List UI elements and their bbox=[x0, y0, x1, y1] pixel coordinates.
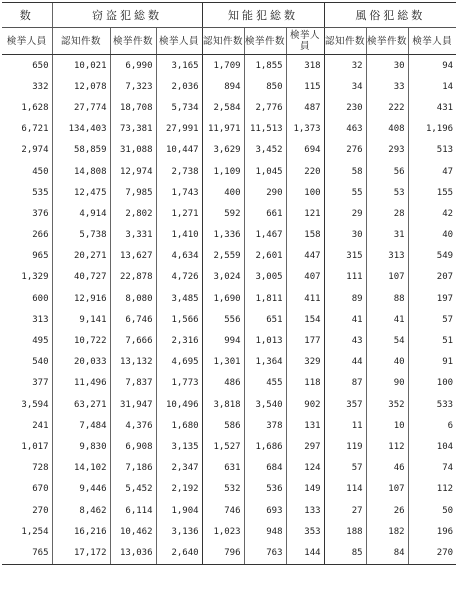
table-cell: 651 bbox=[244, 309, 286, 330]
table-cell: 149 bbox=[286, 479, 324, 500]
table-row bbox=[2, 415, 456, 436]
table-cell: 17,172 bbox=[52, 542, 110, 564]
table-cell: 7,323 bbox=[110, 76, 156, 97]
table-cell: 10 bbox=[366, 415, 408, 436]
table-cell: 1,364 bbox=[244, 352, 286, 373]
table-cell: 1,628 bbox=[21, 102, 49, 113]
table-cell: 3,485 bbox=[156, 288, 202, 309]
table-row bbox=[2, 267, 456, 288]
table-cell: 536 bbox=[244, 479, 286, 500]
table-cell: 650 bbox=[32, 60, 49, 71]
table-cell: 107 bbox=[366, 479, 408, 500]
group-header-morals: 風俗犯総数 bbox=[324, 3, 456, 28]
table-cell: 661 bbox=[244, 203, 286, 224]
table-cell: 47 bbox=[408, 161, 456, 182]
table-cell: 3,540 bbox=[244, 394, 286, 415]
table-cell: 230 bbox=[324, 97, 366, 118]
table-cell: 27,774 bbox=[52, 97, 110, 118]
table-cell: 8,080 bbox=[110, 288, 156, 309]
table-cell: 3,452 bbox=[244, 140, 286, 161]
table-cell: 4,376 bbox=[110, 415, 156, 436]
table-cell: 118 bbox=[286, 373, 324, 394]
sub-header-recognized: 認知件数 bbox=[324, 28, 366, 55]
table-cell: 1,773 bbox=[156, 373, 202, 394]
table-row bbox=[2, 309, 456, 330]
table-cell: 407 bbox=[286, 267, 324, 288]
table-cell: 133 bbox=[286, 500, 324, 521]
table-cell: 10,462 bbox=[110, 521, 156, 542]
table-cell: 1,336 bbox=[202, 225, 244, 246]
table-cell: 8,462 bbox=[52, 500, 110, 521]
table-cell: 540 bbox=[32, 357, 49, 368]
table-cell: 100 bbox=[408, 373, 456, 394]
table-cell: 87 bbox=[324, 373, 366, 394]
table-cell: 9,830 bbox=[52, 436, 110, 457]
table-cell: 332 bbox=[32, 81, 49, 92]
table-cell: 33 bbox=[366, 76, 408, 97]
table-row bbox=[2, 542, 456, 564]
table-cell: 600 bbox=[32, 293, 49, 304]
table-cell: 10,496 bbox=[156, 394, 202, 415]
table-cell: 42 bbox=[408, 203, 456, 224]
table-cell: 30 bbox=[324, 225, 366, 246]
table-cell: 486 bbox=[202, 373, 244, 394]
table-cell: 850 bbox=[244, 76, 286, 97]
table-cell: 57 bbox=[408, 309, 456, 330]
table-cell: 18,708 bbox=[110, 97, 156, 118]
table-cell: 352 bbox=[366, 394, 408, 415]
table-cell: 376 bbox=[32, 208, 49, 219]
table-cell: 1,254 bbox=[21, 526, 49, 537]
table-cell: 91 bbox=[408, 352, 456, 373]
table-cell: 63,271 bbox=[52, 394, 110, 415]
group-header-theft: 窃盗犯総数 bbox=[52, 3, 202, 28]
table-cell: 7,186 bbox=[110, 458, 156, 479]
table-cell: 188 bbox=[324, 521, 366, 542]
table-cell: 154 bbox=[286, 309, 324, 330]
table-cell: 411 bbox=[286, 288, 324, 309]
table-row bbox=[2, 140, 456, 161]
table-cell: 12,078 bbox=[52, 76, 110, 97]
table-row bbox=[2, 55, 456, 77]
table-cell: 2,316 bbox=[156, 330, 202, 351]
table-cell: 196 bbox=[408, 521, 456, 542]
table-cell: 11,496 bbox=[52, 373, 110, 394]
table-cell: 1,467 bbox=[244, 225, 286, 246]
table-cell: 1,410 bbox=[156, 225, 202, 246]
table-cell: 556 bbox=[202, 309, 244, 330]
table-cell: 6,721 bbox=[21, 124, 49, 135]
table-cell: 10,722 bbox=[52, 330, 110, 351]
table-cell: 400 bbox=[202, 182, 244, 203]
table-cell: 29 bbox=[324, 203, 366, 224]
table-cell: 3,005 bbox=[244, 267, 286, 288]
sub-header-arrested: 検挙人員 bbox=[2, 28, 52, 55]
table-cell: 3,629 bbox=[202, 140, 244, 161]
table-cell: 2,738 bbox=[156, 161, 202, 182]
table-cell: 155 bbox=[408, 182, 456, 203]
table-cell: 14 bbox=[408, 76, 456, 97]
table-cell: 124 bbox=[286, 458, 324, 479]
sub-header-recognized: 認知件数 bbox=[52, 28, 110, 55]
table-cell: 1,017 bbox=[21, 441, 49, 452]
table-cell: 13,627 bbox=[110, 246, 156, 267]
table-cell: 27,991 bbox=[156, 119, 202, 140]
table-cell: 1,690 bbox=[202, 288, 244, 309]
group-header-row bbox=[2, 3, 456, 28]
table-cell: 535 bbox=[32, 187, 49, 198]
table-cell: 2,559 bbox=[202, 246, 244, 267]
table-cell: 408 bbox=[366, 119, 408, 140]
table-cell: 114 bbox=[324, 479, 366, 500]
table-cell: 592 bbox=[202, 203, 244, 224]
table-cell: 220 bbox=[286, 161, 324, 182]
table-cell: 4,695 bbox=[156, 352, 202, 373]
table-cell: 112 bbox=[408, 479, 456, 500]
table-cell: 89 bbox=[324, 288, 366, 309]
sub-header-arrested: 検挙人員 bbox=[156, 28, 202, 55]
table-cell: 88 bbox=[366, 288, 408, 309]
table-cell: 513 bbox=[408, 140, 456, 161]
table-cell: 158 bbox=[286, 225, 324, 246]
table-cell: 463 bbox=[324, 119, 366, 140]
table-cell: 431 bbox=[408, 97, 456, 118]
table-cell: 11,971 bbox=[202, 119, 244, 140]
table-cell: 22,878 bbox=[110, 267, 156, 288]
table-cell: 40,727 bbox=[52, 267, 110, 288]
table-cell: 270 bbox=[32, 505, 49, 516]
table-cell: 994 bbox=[202, 330, 244, 351]
table-row bbox=[2, 373, 456, 394]
table-cell: 6,746 bbox=[110, 309, 156, 330]
table-cell: 1,566 bbox=[156, 309, 202, 330]
table-cell: 293 bbox=[366, 140, 408, 161]
table-cell: 3,024 bbox=[202, 267, 244, 288]
table-cell: 144 bbox=[286, 542, 324, 564]
table-cell: 14,102 bbox=[52, 458, 110, 479]
table-cell: 3,165 bbox=[156, 55, 202, 77]
table-cell: 2,347 bbox=[156, 458, 202, 479]
table-cell: 487 bbox=[286, 97, 324, 118]
table-cell: 7,484 bbox=[52, 415, 110, 436]
table-cell: 684 bbox=[244, 458, 286, 479]
table-cell: 2,601 bbox=[244, 246, 286, 267]
table-cell: 965 bbox=[32, 251, 49, 262]
table-cell: 222 bbox=[366, 97, 408, 118]
table-cell: 670 bbox=[32, 484, 49, 495]
table-cell: 266 bbox=[32, 230, 49, 241]
table-cell: 1,373 bbox=[286, 119, 324, 140]
table-cell: 631 bbox=[202, 458, 244, 479]
table-cell: 894 bbox=[202, 76, 244, 97]
table-cell: 5,738 bbox=[52, 225, 110, 246]
sub-header-cleared: 検挙件数 bbox=[244, 28, 286, 55]
table-cell: 1,680 bbox=[156, 415, 202, 436]
table-cell: 3,135 bbox=[156, 436, 202, 457]
table-cell: 1,023 bbox=[202, 521, 244, 542]
table-cell: 34 bbox=[324, 76, 366, 97]
table-cell: 10,021 bbox=[52, 55, 110, 77]
table-cell: 207 bbox=[408, 267, 456, 288]
table-cell: 20,033 bbox=[52, 352, 110, 373]
table-cell: 313 bbox=[366, 246, 408, 267]
table-cell: 31,088 bbox=[110, 140, 156, 161]
table-cell: 290 bbox=[244, 182, 286, 203]
table-cell: 13,132 bbox=[110, 352, 156, 373]
table-cell: 58 bbox=[324, 161, 366, 182]
table-cell: 2,192 bbox=[156, 479, 202, 500]
table-cell: 134,403 bbox=[52, 119, 110, 140]
table-cell: 270 bbox=[408, 542, 456, 564]
table-cell: 586 bbox=[202, 415, 244, 436]
table-cell: 796 bbox=[202, 542, 244, 564]
table-cell: 41 bbox=[324, 309, 366, 330]
table-cell: 197 bbox=[408, 288, 456, 309]
table-row bbox=[2, 97, 456, 118]
table-cell: 1,811 bbox=[244, 288, 286, 309]
table-row bbox=[2, 182, 456, 203]
table-cell: 12,475 bbox=[52, 182, 110, 203]
table-cell: 111 bbox=[324, 267, 366, 288]
table-cell: 765 bbox=[2, 542, 52, 564]
table-cell: 55 bbox=[324, 182, 366, 203]
table-cell: 7,985 bbox=[110, 182, 156, 203]
table-cell: 14,808 bbox=[52, 161, 110, 182]
table-cell: 6,114 bbox=[110, 500, 156, 521]
group-header-intellectual: 知能犯総数 bbox=[202, 3, 324, 28]
table-cell: 44 bbox=[324, 352, 366, 373]
table-cell: 40 bbox=[408, 225, 456, 246]
table-cell: 12,916 bbox=[52, 288, 110, 309]
table-cell: 532 bbox=[202, 479, 244, 500]
table-cell: 276 bbox=[324, 140, 366, 161]
table-row bbox=[2, 436, 456, 457]
table-cell: 9,141 bbox=[52, 309, 110, 330]
table-cell: 4,726 bbox=[156, 267, 202, 288]
table-row bbox=[2, 161, 456, 182]
table-cell: 90 bbox=[366, 373, 408, 394]
table-cell: 495 bbox=[32, 336, 49, 347]
table-cell: 1,709 bbox=[202, 55, 244, 77]
table-cell: 763 bbox=[244, 542, 286, 564]
table-row bbox=[2, 288, 456, 309]
table-cell: 119 bbox=[324, 436, 366, 457]
table-cell: 241 bbox=[32, 420, 49, 431]
table-cell: 1,271 bbox=[156, 203, 202, 224]
table-cell: 31 bbox=[366, 225, 408, 246]
table-cell: 377 bbox=[32, 378, 49, 389]
table-cell: 43 bbox=[324, 330, 366, 351]
table-cell: 315 bbox=[324, 246, 366, 267]
table-cell: 329 bbox=[286, 352, 324, 373]
table-cell: 131 bbox=[286, 415, 324, 436]
table-cell: 4,634 bbox=[156, 246, 202, 267]
table-cell: 2,584 bbox=[202, 97, 244, 118]
table-cell: 1,686 bbox=[244, 436, 286, 457]
table-cell: 1,301 bbox=[202, 352, 244, 373]
table-cell: 902 bbox=[286, 394, 324, 415]
table-cell: 74 bbox=[408, 458, 456, 479]
table-row bbox=[2, 203, 456, 224]
table-cell: 28 bbox=[366, 203, 408, 224]
table-cell: 112 bbox=[366, 436, 408, 457]
group-header-total: 数 bbox=[2, 3, 52, 28]
table-cell: 1,109 bbox=[202, 161, 244, 182]
table-cell: 41 bbox=[366, 309, 408, 330]
table-cell: 10,447 bbox=[156, 140, 202, 161]
table-body bbox=[2, 55, 456, 565]
table-cell: 3,331 bbox=[110, 225, 156, 246]
table-cell: 50 bbox=[408, 500, 456, 521]
table-cell: 1,013 bbox=[244, 330, 286, 351]
table-cell: 58,859 bbox=[52, 140, 110, 161]
table-row bbox=[2, 225, 456, 246]
table-cell: 177 bbox=[286, 330, 324, 351]
table-cell: 7,666 bbox=[110, 330, 156, 351]
table-row bbox=[2, 521, 456, 542]
table-cell: 85 bbox=[324, 542, 366, 564]
table-cell: 27 bbox=[324, 500, 366, 521]
table-cell: 53 bbox=[366, 182, 408, 203]
table-cell: 1,045 bbox=[244, 161, 286, 182]
table-cell: 11,513 bbox=[244, 119, 286, 140]
sub-header-arrested: 検挙人員 bbox=[286, 28, 324, 55]
table-cell: 6,990 bbox=[110, 55, 156, 77]
table-cell: 11 bbox=[324, 415, 366, 436]
table-row bbox=[2, 246, 456, 267]
table-cell: 549 bbox=[408, 246, 456, 267]
table-row bbox=[2, 76, 456, 97]
table-row bbox=[2, 119, 456, 140]
table-cell: 9,446 bbox=[52, 479, 110, 500]
table-cell: 84 bbox=[366, 542, 408, 564]
table-cell: 100 bbox=[286, 182, 324, 203]
table-row bbox=[2, 394, 456, 415]
table-cell: 107 bbox=[366, 267, 408, 288]
crime-statistics-table bbox=[2, 2, 456, 565]
table-cell: 694 bbox=[286, 140, 324, 161]
table-cell: 450 bbox=[32, 166, 49, 177]
table-cell: 32 bbox=[324, 55, 366, 77]
table-cell: 447 bbox=[286, 246, 324, 267]
table-cell: 3,136 bbox=[156, 521, 202, 542]
table-cell: 57 bbox=[324, 458, 366, 479]
table-cell: 948 bbox=[244, 521, 286, 542]
sub-header-cleared: 検挙件数 bbox=[366, 28, 408, 55]
table-row bbox=[2, 479, 456, 500]
table-cell: 455 bbox=[244, 373, 286, 394]
table-cell: 5,452 bbox=[110, 479, 156, 500]
table-cell: 12,974 bbox=[110, 161, 156, 182]
table-cell: 2,640 bbox=[156, 542, 202, 564]
table-cell: 353 bbox=[286, 521, 324, 542]
table-cell: 728 bbox=[32, 463, 49, 474]
table-cell: 26 bbox=[366, 500, 408, 521]
table-cell: 313 bbox=[32, 314, 49, 325]
table-cell: 1,743 bbox=[156, 182, 202, 203]
table-cell: 7,837 bbox=[110, 373, 156, 394]
table-cell: 4,914 bbox=[52, 203, 110, 224]
table-row bbox=[2, 500, 456, 521]
table-cell: 378 bbox=[244, 415, 286, 436]
table-cell: 318 bbox=[286, 55, 324, 77]
sub-header-recognized: 認知件数 bbox=[202, 28, 244, 55]
table-cell: 3,594 bbox=[21, 399, 49, 410]
table-row bbox=[2, 330, 456, 351]
table-cell: 46 bbox=[366, 458, 408, 479]
table-row bbox=[2, 352, 456, 373]
table-cell: 6,908 bbox=[110, 436, 156, 457]
table-row bbox=[2, 458, 456, 479]
table-cell: 1,329 bbox=[21, 272, 49, 283]
table-cell: 56 bbox=[366, 161, 408, 182]
table-cell: 104 bbox=[408, 436, 456, 457]
table-cell: 357 bbox=[324, 394, 366, 415]
table-cell: 20,271 bbox=[52, 246, 110, 267]
table-cell: 2,776 bbox=[244, 97, 286, 118]
table-cell: 3,818 bbox=[202, 394, 244, 415]
table-cell: 30 bbox=[366, 55, 408, 77]
table-cell: 73,381 bbox=[110, 119, 156, 140]
table-cell: 533 bbox=[408, 394, 456, 415]
table-cell: 121 bbox=[286, 203, 324, 224]
table-cell: 182 bbox=[366, 521, 408, 542]
table-cell: 1,855 bbox=[244, 55, 286, 77]
table-cell: 297 bbox=[286, 436, 324, 457]
sub-header-row bbox=[2, 28, 456, 55]
table-cell: 54 bbox=[366, 330, 408, 351]
table-cell: 693 bbox=[244, 500, 286, 521]
table-cell: 6 bbox=[408, 415, 456, 436]
table-cell: 40 bbox=[366, 352, 408, 373]
table-cell: 1,196 bbox=[408, 119, 456, 140]
table-cell: 13,036 bbox=[110, 542, 156, 564]
table-cell: 115 bbox=[286, 76, 324, 97]
table-cell: 16,216 bbox=[52, 521, 110, 542]
table-cell: 1,904 bbox=[156, 500, 202, 521]
sub-header-cleared: 検挙件数 bbox=[110, 28, 156, 55]
sub-header-arrested: 検挙人員 bbox=[408, 28, 456, 55]
table-cell: 2,802 bbox=[110, 203, 156, 224]
table-cell: 94 bbox=[408, 55, 456, 77]
table-cell: 31,947 bbox=[110, 394, 156, 415]
table-cell: 2,036 bbox=[156, 76, 202, 97]
table-cell: 51 bbox=[408, 330, 456, 351]
table-cell: 2,974 bbox=[21, 145, 49, 156]
table-cell: 5,734 bbox=[156, 97, 202, 118]
table-cell: 1,527 bbox=[202, 436, 244, 457]
table-cell: 746 bbox=[202, 500, 244, 521]
